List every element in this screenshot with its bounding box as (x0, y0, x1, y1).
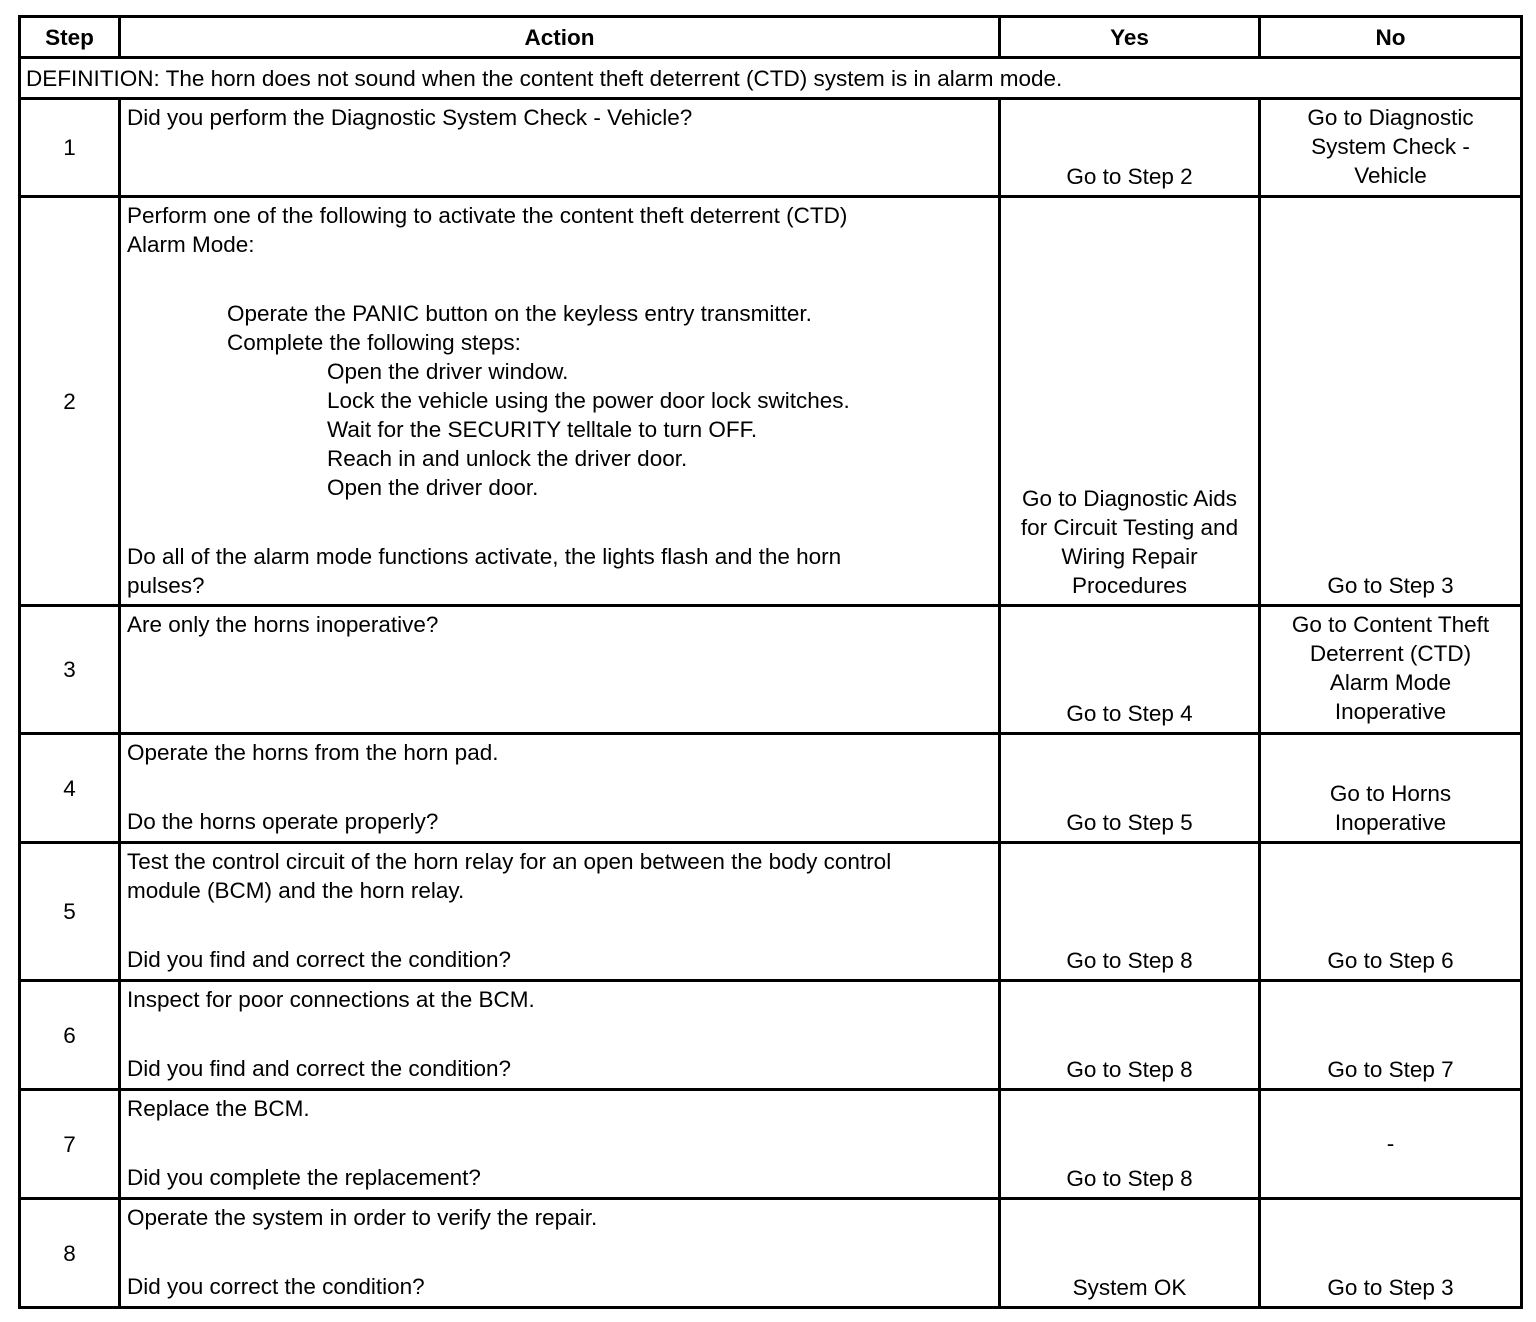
yes-text: for Circuit Testing and (1020, 515, 1239, 540)
no-text: Inoperative (1334, 810, 1447, 835)
action-text: Test the control circuit of the horn relay for an open between the body control (127, 849, 892, 874)
header-no: No (1260, 17, 1522, 58)
yes-cell: Go to Step 8 (1000, 981, 1260, 1090)
header-step: Step (20, 17, 120, 58)
table-row (20, 1090, 1522, 1199)
action-question: Do all of the alarm mode functions activate, the lights flash and the horn (127, 544, 842, 569)
no-cell: Go to Step 3 (1260, 197, 1522, 606)
step-number: 4 (20, 734, 120, 843)
action-question: Did you correct the condition? (127, 1274, 425, 1299)
action-cell (120, 197, 1000, 606)
yes-cell: Go to Step 8 (1000, 1090, 1260, 1199)
yes-cell: Go to Step 4 (1000, 606, 1260, 734)
step-number: 2 (20, 197, 120, 606)
table-row (20, 981, 1522, 1090)
table-row (20, 197, 1522, 606)
header-yes: Yes (1000, 17, 1260, 58)
step-number: 7 (20, 1090, 120, 1199)
yes-text: Procedures (1071, 573, 1188, 598)
action-text: Perform one of the following to activate the content theft deterrent (CTD) (127, 203, 848, 228)
action-substep: Lock the vehicle using the power door lock switches. (327, 388, 850, 413)
yes-cell (1000, 197, 1260, 606)
yes-cell: Go to Step 2 (1000, 99, 1260, 197)
action-text: Replace the BCM. (127, 1096, 310, 1121)
action-cell (120, 99, 1000, 197)
yes-cell: Go to Step 8 (1000, 843, 1260, 981)
action-question: pulses? (127, 573, 205, 598)
action-substep: Open the driver window. (327, 359, 569, 384)
no-cell: Go to Step 3 (1260, 1199, 1522, 1308)
yes-cell: Go to Step 5 (1000, 734, 1260, 843)
action-question: Did you find and correct the condition? (127, 1056, 511, 1081)
no-text: Alarm Mode (1329, 670, 1452, 695)
action-text: Inspect for poor connections at the BCM. (127, 987, 535, 1012)
action-bullet: Operate the PANIC button on the keyless entry transmitter. (227, 301, 812, 326)
header-row (20, 17, 1522, 58)
action-question: Did you find and correct the condition? (127, 947, 511, 972)
no-text: Inoperative (1334, 699, 1447, 724)
action-cell (120, 1090, 1000, 1199)
no-cell: - (1260, 1090, 1522, 1199)
action-cell (120, 1199, 1000, 1308)
no-cell: Go to Step 6 (1260, 843, 1522, 981)
action-cell (120, 981, 1000, 1090)
step-number: 8 (20, 1199, 120, 1308)
table-row (20, 734, 1522, 843)
step-number: 3 (20, 606, 120, 734)
yes-text: Go to Diagnostic Aids (1021, 486, 1238, 511)
action-text: Alarm Mode: (127, 232, 255, 257)
action-cell (120, 734, 1000, 843)
no-text: Vehicle (1354, 163, 1427, 188)
action-cell (120, 843, 1000, 981)
diagnostic-table (18, 15, 1523, 1309)
no-cell (1260, 734, 1522, 843)
action-text: Operate the system in order to verify the repair. (127, 1205, 598, 1230)
no-text: Go to Diagnostic (1307, 105, 1474, 130)
definition-row (20, 58, 1522, 99)
table-row (20, 99, 1522, 197)
step-number: 1 (20, 99, 120, 197)
action-question: Do the horns operate properly? (127, 809, 439, 834)
no-text: Go to Horns (1329, 781, 1452, 806)
step-number: 6 (20, 981, 120, 1090)
no-text: Go to Content Theft (1291, 612, 1490, 637)
table-row (20, 843, 1522, 981)
action-text: module (BCM) and the horn relay. (127, 878, 465, 903)
action-text: Did you perform the Diagnostic System Check - Vehicle? (127, 105, 693, 130)
no-cell (1260, 606, 1522, 734)
action-text: Operate the horns from the horn pad. (127, 740, 499, 765)
no-cell: Go to Step 7 (1260, 981, 1522, 1090)
no-cell (1260, 99, 1522, 197)
definition-text: DEFINITION: The horn does not sound when the content theft deterrent (CTD) system is in alarm mode. (20, 58, 1522, 99)
action-substep: Wait for the SECURITY telltale to turn OFF. (327, 417, 758, 442)
no-text: Deterrent (CTD) (1309, 641, 1472, 666)
action-cell (120, 606, 1000, 734)
no-text: System Check - (1311, 134, 1470, 159)
action-question: Did you complete the replacement? (127, 1165, 481, 1190)
header-action: Action (120, 17, 1000, 58)
action-substep: Reach in and unlock the driver door. (327, 446, 688, 471)
action-text: Are only the horns inoperative? (127, 612, 439, 637)
yes-text: Wiring Repair (1061, 544, 1198, 569)
action-substep: Open the driver door. (327, 475, 539, 500)
action-bullet: Complete the following steps: (227, 330, 521, 355)
table-row (20, 1199, 1522, 1308)
table-row (20, 606, 1522, 734)
yes-cell: System OK (1000, 1199, 1260, 1308)
step-number: 5 (20, 843, 120, 981)
